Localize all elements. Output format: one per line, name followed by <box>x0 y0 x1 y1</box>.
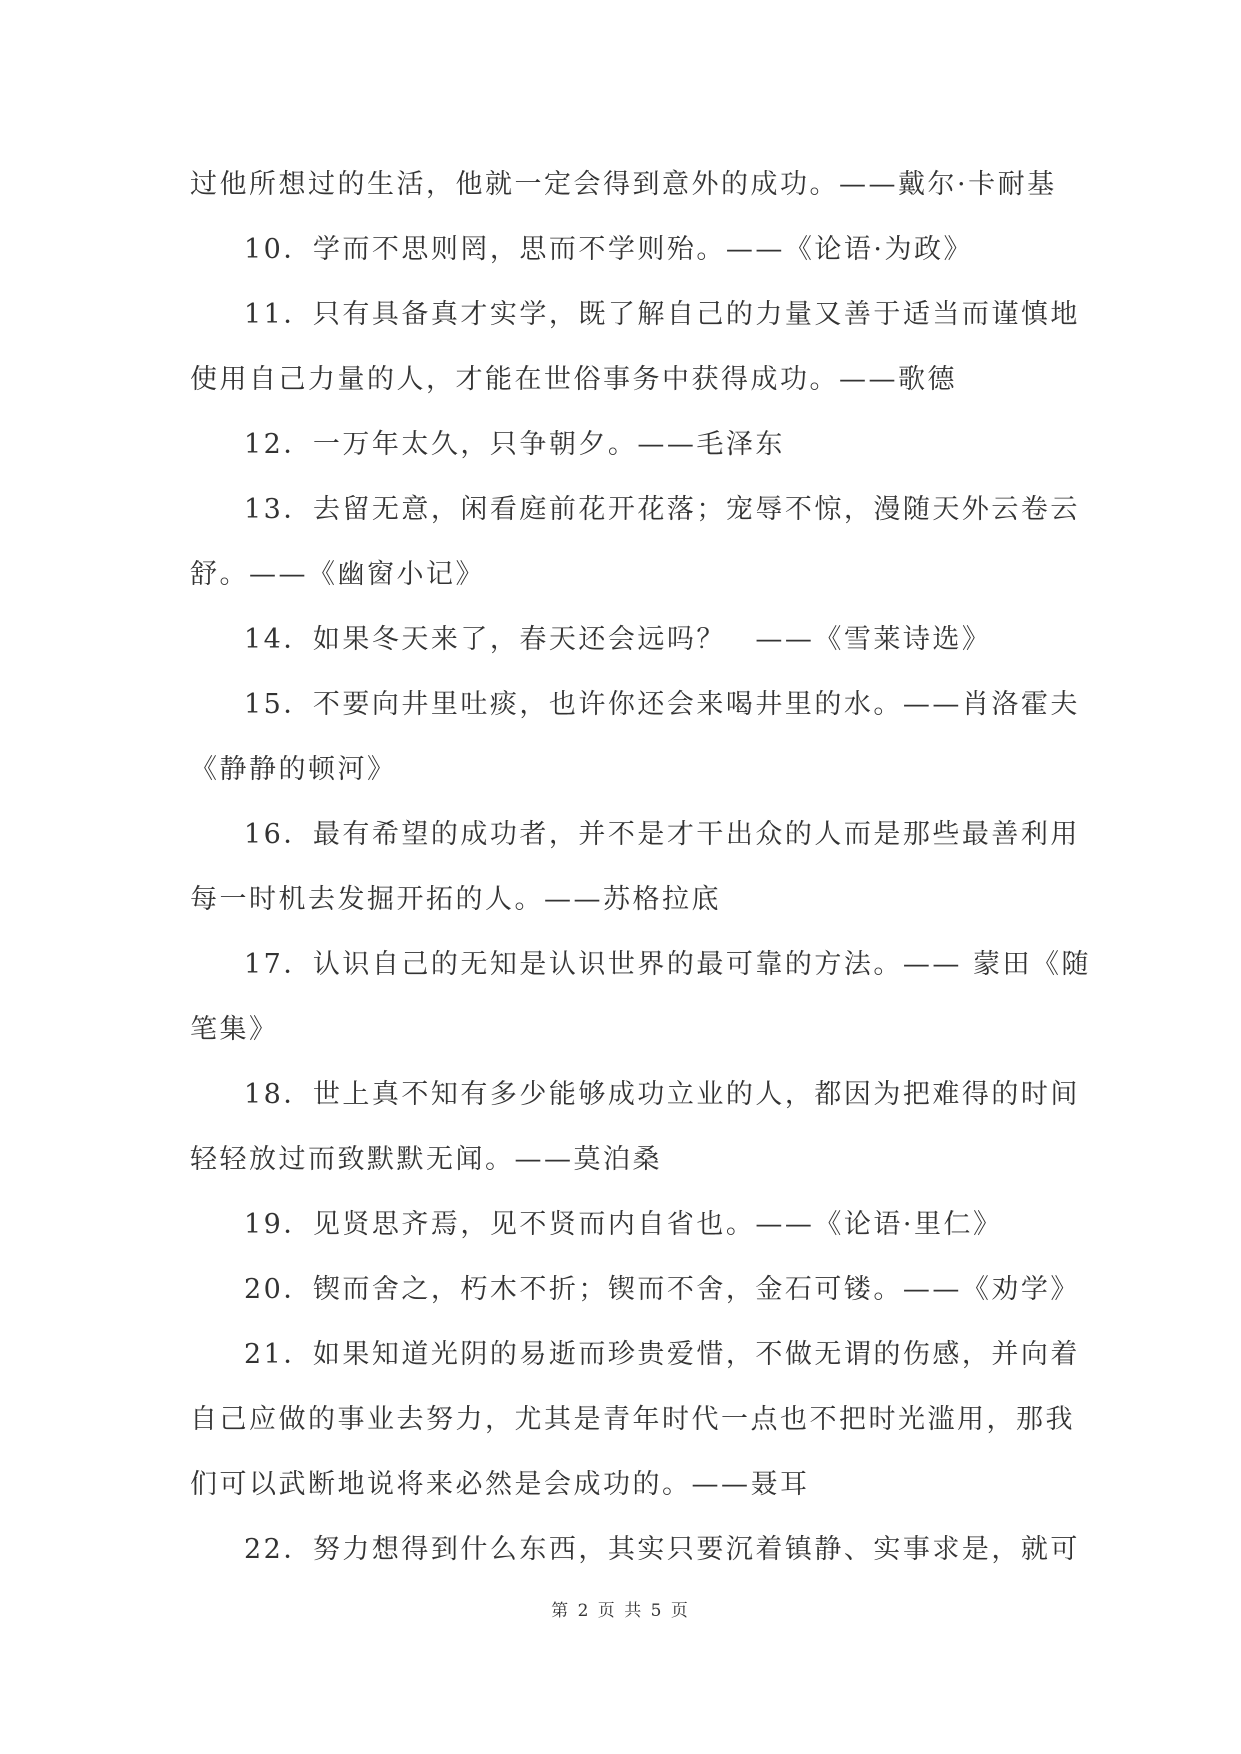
document-body <box>190 152 1091 1582</box>
text-line: 14．如果冬天来了，春天还会远吗？ ——《雪莱诗选》 <box>244 624 992 655</box>
text-line: 12．一万年太久，只争朝夕。——毛泽东 <box>244 429 785 460</box>
text-line: 笔集》 <box>190 1014 279 1045</box>
text-line: 17．认识自己的无知是认识世界的最可靠的方法。—— 蒙田《随 <box>244 949 1091 980</box>
page-footer <box>0 1596 1241 1621</box>
text-line: 20．锲而舍之，朽木不折；锲而不舍，金石可镂。——《劝学》 <box>244 1274 1080 1305</box>
text-line: 《静静的顿河》 <box>190 754 397 785</box>
text-line: 10．学而不思则罔，思而不学则殆。——《论语·为政》 <box>244 234 973 265</box>
text-line: 舒。——《幽窗小记》 <box>190 559 485 590</box>
text-line: 每一时机去发掘开拓的人。——苏格拉底 <box>190 884 721 915</box>
text-line: 18．世上真不知有多少能够成功立业的人，都因为把难得的时间 <box>244 1079 1080 1110</box>
text-line: 19．见贤思齐焉，见不贤而内自省也。——《论语·里仁》 <box>244 1209 1003 1240</box>
text-line: 轻轻放过而致默默无闻。——莫泊桑 <box>190 1144 662 1175</box>
text-line: 们可以武断地说将来必然是会成功的。——聂耳 <box>190 1469 810 1500</box>
text-line: 13．去留无意，闲看庭前花开花落；宠辱不惊，漫随天外云卷云 <box>244 494 1080 525</box>
text-line: 使用自己力量的人，才能在世俗事务中获得成功。——歌德 <box>190 364 957 395</box>
text-line: 21．如果知道光阴的易逝而珍贵爱惜，不做无谓的伤感，并向着 <box>244 1339 1080 1370</box>
text-line: 16．最有希望的成功者，并不是才干出众的人而是那些最善利用 <box>244 819 1080 850</box>
text-line: 过他所想过的生活，他就一定会得到意外的成功。——戴尔·卡耐基 <box>190 169 1057 200</box>
text-line: 15．不要向井里吐痰，也许你还会来喝井里的水。——肖洛霍夫 <box>244 689 1080 720</box>
text-line: 22．努力想得到什么东西，其实只要沉着镇静、实事求是，就可 <box>244 1534 1080 1565</box>
text-line: 自己应做的事业去努力，尤其是青年时代一点也不把时光滥用，那我 <box>190 1404 1075 1435</box>
text-line: 11．只有具备真才实学，既了解自己的力量又善于适当而谨慎地 <box>244 299 1080 330</box>
page-number-label: 第 2 页 共 5 页 <box>551 1601 690 1621</box>
